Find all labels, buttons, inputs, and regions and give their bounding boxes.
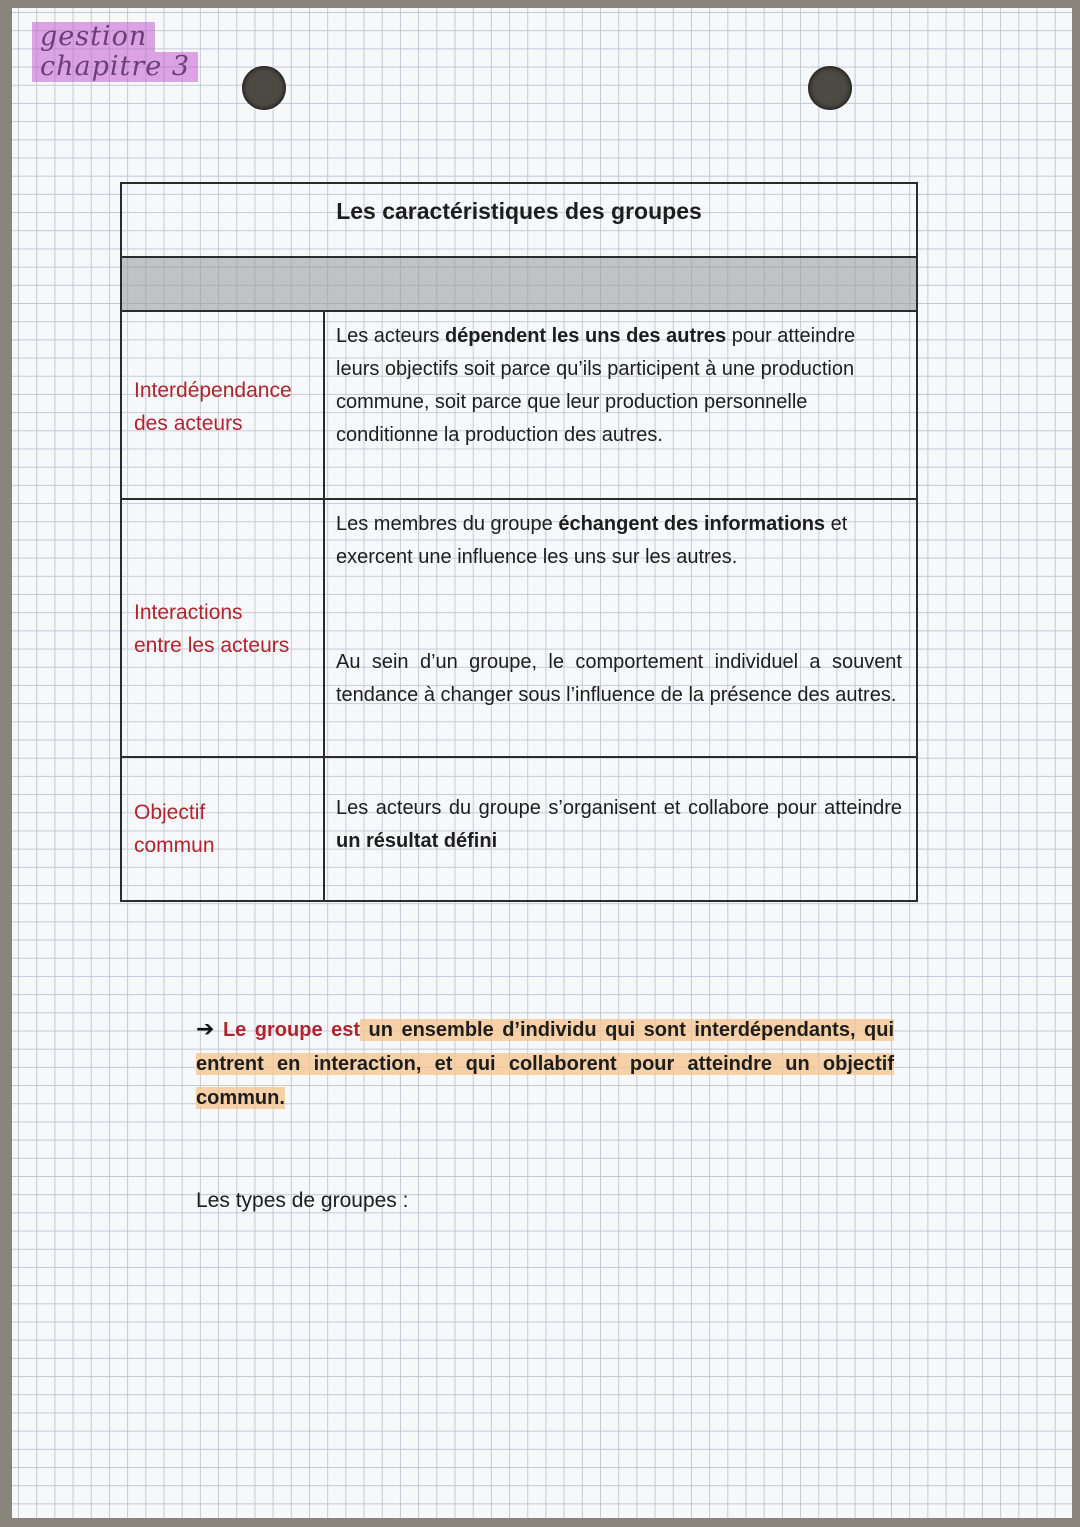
row-label-objectif — [134, 796, 320, 862]
punch-hole-right — [808, 66, 852, 110]
group-definition — [196, 1012, 894, 1115]
row-divider — [122, 756, 916, 758]
row-label-interdependance — [134, 374, 320, 440]
text-run: Les acteurs — [336, 325, 445, 347]
row-label-line: Interactions — [134, 601, 243, 624]
punch-hole-left — [242, 66, 286, 110]
row-label-line: Objectif — [134, 801, 206, 824]
definition-lead: Le groupe est — [222, 1019, 360, 1041]
characteristics-table — [120, 182, 918, 902]
row-divider — [122, 498, 916, 500]
row-text-interdependance — [336, 320, 902, 452]
bold-text: dépendent les uns des autres — [444, 325, 727, 347]
row-text-interactions — [336, 508, 902, 574]
row-label-line: Interdépendance — [134, 379, 292, 402]
row-label-line: des acteurs — [134, 412, 243, 435]
text-run: Les acteurs du groupe s’organisent et collabore pour atteindre — [336, 797, 902, 819]
arrow-icon: ➔ — [196, 1016, 215, 1041]
table-title: Les caractéristiques des groupes — [122, 184, 916, 258]
text-run: pour atteindre leurs objectifs soit parce qu’ils participent à une production commune, soit parce que leur production personnelle conditionne la production des autres. — [336, 325, 856, 446]
definition-highlight: un ensemble d’individu qui sont interdépendants, qui entrent en interaction, et qui collaborent pour atteindre un objectif commun. — [196, 1019, 895, 1109]
row-label-line: entre les acteurs — [134, 634, 290, 657]
table-column-divider — [323, 312, 325, 900]
row-text-objectif — [336, 792, 902, 858]
bold-text: un résultat défini — [336, 830, 498, 852]
table-header-band — [122, 258, 916, 312]
notebook-page — [12, 8, 1072, 1518]
handwritten-chapter: chapitre 3 — [32, 52, 198, 82]
text-run: et exercent une influence les uns sur les autres. — [336, 513, 848, 568]
row-label-interactions — [134, 596, 320, 662]
types-heading: Les types de groupes : — [196, 1189, 409, 1212]
bold-text: échangent des informations — [558, 513, 826, 535]
row-label-line: commun — [134, 834, 215, 857]
text-run: Les membres du groupe — [336, 513, 559, 535]
handwritten-subject: gestion — [32, 22, 155, 52]
row-text-interactions-2: Au sein d’un groupe, le comportement individuel a souvent tendance à changer sous l’influence de la présence des autres. — [336, 651, 902, 706]
